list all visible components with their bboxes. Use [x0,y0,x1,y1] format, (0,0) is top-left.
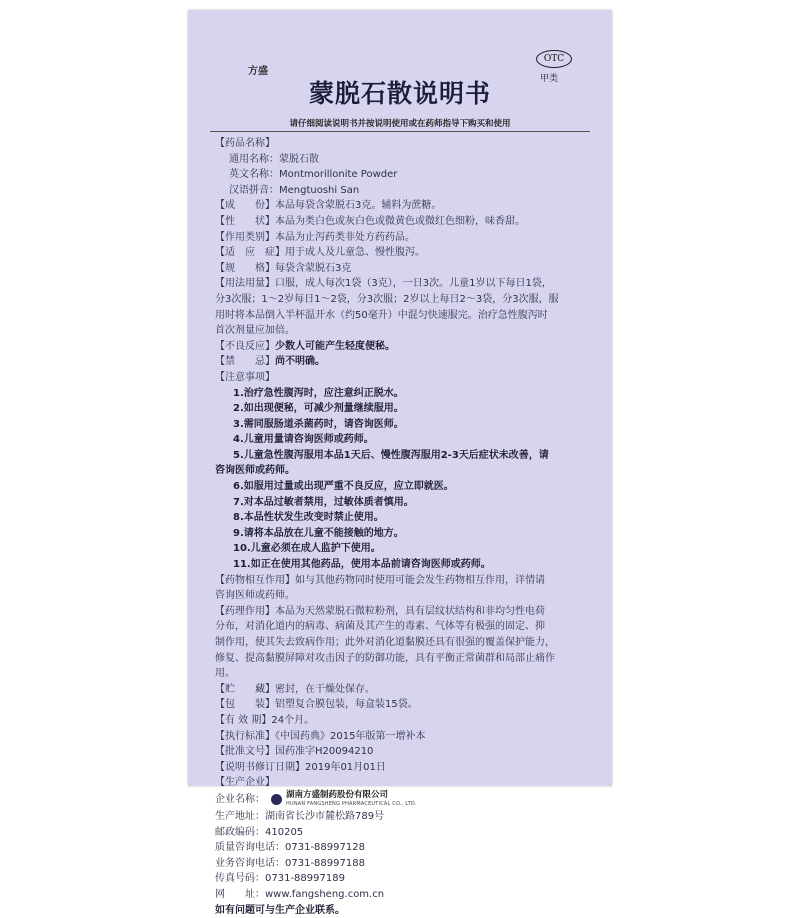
dosage-line: 用时将本品倒入半杯温开水（约50毫升）中混匀快速服完。治疗急性腹泻时 [215,308,587,324]
interactions-line: 咨询医师或药师。 [215,588,587,604]
contra-heading: 【禁 忌】 [215,356,275,367]
contraindications [215,354,587,370]
validity: 【有 效 期】24个月。 [215,713,587,729]
adverse-heading: 【不良反应】 [215,341,275,352]
footer-note: 如有问题可与生产企业联系。 [215,903,587,918]
revision-date: 【说明书修订日期】2019年01月01日 [215,760,587,776]
dosage-line: 分3次服；1～2岁每日1～2袋，分3次服；2岁以上每日2～3袋，分3次服，服 [215,292,587,308]
standard: 【执行标准】《中国药典》2015年版第一增补本 [215,729,587,745]
website: 网 址：www.fangsheng.com.cn [215,887,587,903]
precaution-item: 5.儿童急性腹泻服用本品1天后、慢性腹泻服用2-3天后症状未改善，请 [215,448,587,464]
precaution-item: 咨询医师或药师。 [215,463,587,479]
page-title: 蒙脱石散说明书 [188,74,612,110]
company-logo-icon [271,794,282,805]
name-heading: 【药品名称】 [215,136,587,152]
pharmacology-line: 制作用，使其失去致病作用；此外对消化道黏膜还具有很强的覆盖保护能力， [215,635,587,651]
indications: 【适 应 症】用于成人及儿童急、慢性腹泻。 [215,245,587,261]
adverse-reactions [215,339,587,355]
generic-name: 通用名称：蒙脱石散 [215,152,587,168]
company-label: 企业名称： [215,792,265,808]
precaution-item: 1.治疗急性腹泻时，应注意纠正脱水。 [215,386,587,402]
package: 【包 装】铝塑复合膜包装，每盒装15袋。 [215,697,587,713]
interactions-line: 【药物相互作用】如与其他药物同时使用可能会发生药物相互作用，详情请 [215,573,587,589]
english-name: 英文名称：Montmorillonite Powder [215,167,587,183]
company-logo [271,791,417,809]
postcode: 邮政编码：410205 [215,825,587,841]
dosage-line: 【用法用量】口服，成人每次1袋（3克），一日3次。儿童1岁以下每日1袋， [215,276,587,292]
company-logo-cn: 湖南方盛制药股份有限公司 [286,791,417,800]
precaution-item: 11.如正在使用其他药品，使用本品前请咨询医师或药师。 [215,557,587,573]
leaflet-sheet [188,10,612,786]
precaution-item: 3.需同服肠道杀菌药时，请咨询医师。 [215,417,587,433]
company-name-row [215,791,587,809]
pharmacology-line: 用。 [215,666,587,682]
otc-badge: OTC [536,50,572,68]
approval-number: 【批准文号】国药准字H20094210 [215,744,587,760]
adverse-text: 少数人可能产生轻度便秘。 [275,341,395,352]
otc-class-label: 甲类 [540,71,558,84]
brand-name: 方盛 [248,62,268,77]
business-phone: 业务咨询电话：0731-88997188 [215,856,587,872]
manufacturer-heading: 【生产企业】 [215,775,587,791]
company-logo-en: HUNAN FANGSHENG PHARMACEUTICAL CO., LTD. [286,800,417,809]
address: 生产地址：湖南省长沙市麓松路789号 [215,809,587,825]
pinyin-name: 汉语拼音：Mengtuoshi San [215,183,587,199]
precaution-item: 10.儿童必须在成人监护下使用。 [215,541,587,557]
precaution-item: 6.如服用过量或出现严重不良反应，应立即就医。 [215,479,587,495]
leaflet-content [215,136,587,918]
pharmacology-line: 修复、提高黏膜屏障对攻击因子的防御功能，具有平衡正常菌群和局部止痛作 [215,651,587,667]
precaution-item: 7.对本品过敏者禁用，过敏体质者慎用。 [215,495,587,511]
dosage-line: 首次剂量应加倍。 [215,323,587,339]
ingredients: 【成 份】本品每袋含蒙脱石3克。辅料为蔗糖。 [215,198,587,214]
title-divider [210,131,590,132]
category: 【作用类别】本品为止泻药类非处方药药品。 [215,230,587,246]
precaution-item: 9.请将本品放在儿童不能接触的地方。 [215,526,587,542]
pharmacology-line: 分布，对消化道内的病毒、病菌及其产生的毒素、气体等有极强的固定、抑 [215,619,587,635]
storage: 【贮 藏】密封，在干燥处保存。 [215,682,587,698]
specification: 【规 格】每袋含蒙脱石3克 [215,261,587,277]
page-subtitle: 请仔细阅读说明书并按说明使用或在药师指导下购买和使用 [188,117,612,129]
contra-text: 尚不明确。 [275,356,325,367]
precaution-item: 8.本品性状发生改变时禁止使用。 [215,510,587,526]
precaution-item: 2.如出现便秘，可减少剂量继续服用。 [215,401,587,417]
fax: 传真号码：0731-88997189 [215,871,587,887]
precaution-item: 4.儿童用量请咨询医师或药师。 [215,432,587,448]
pharmacology-line: 【药理作用】本品为天然蒙脱石微粒粉剂，具有层纹状结构和非均匀性电荷 [215,604,587,620]
qa-phone: 质量咨询电话：0731-88997128 [215,840,587,856]
properties: 【性 状】本品为类白色或灰白色或微黄色或微红色细粉，味香甜。 [215,214,587,230]
precautions-heading: 【注意事项】 [215,370,587,386]
